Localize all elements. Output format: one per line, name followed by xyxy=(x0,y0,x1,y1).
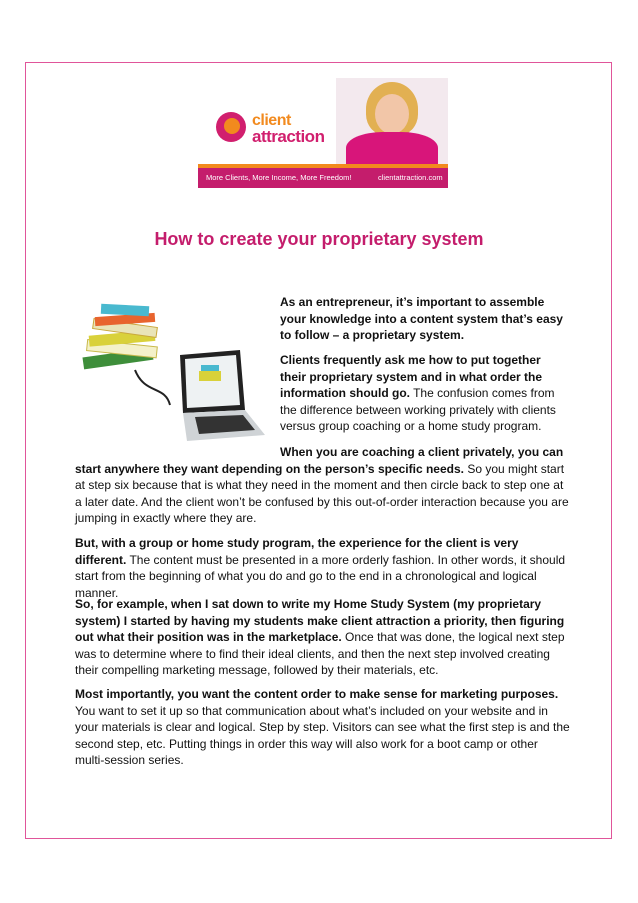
banner-tagline: More Clients, More Income, More Freedom! xyxy=(206,173,352,182)
paragraph-3-text: So you might start at step six because that is what they need in the moment and then circle back to step one at a later date. And the client won’t be confused by this out-of-order interaction because you are jumping in exactly where they are. xyxy=(75,461,569,525)
logo-text-attraction: attraction xyxy=(252,127,325,146)
paragraph-5 xyxy=(75,596,570,679)
paragraph-6-bold: Most importantly, you want the content order to make sense for marketing purposes. xyxy=(75,687,559,701)
paragraph-5-text: Once that was done, the logical next step was to determine where to find their ideal clients, and then the next step involved creating their compelling marketing message, followed by their materials, etc. xyxy=(75,630,565,677)
books-and-laptop-illustration xyxy=(75,295,270,450)
banner-top xyxy=(198,78,448,166)
paragraph-4-text: The content must be presented in a more orderly fashion. In other words, it should start from the beginning of what you do and go to the end in a chronological and logical manner. xyxy=(75,552,566,600)
photo-torso xyxy=(346,132,438,166)
paragraph-5-bold: So, for example, when I sat down to write my Home Study System (my proprietary system) I started by having my students make client attraction a priority, then figuring out what their position was in the marketplace. xyxy=(75,597,565,644)
author-photo xyxy=(336,78,448,166)
paragraph-4-bold: But, with a group or home study program, the experience for the client is very different. xyxy=(75,536,519,567)
paragraph-3-bold: When you are coaching a client privately, you can start anywhere they want depending on the person’s specific needs. xyxy=(75,445,564,476)
paragraph-1 xyxy=(280,294,570,344)
paragraph-2-text: The confusion comes from the difference between working privately with clients versus group coaching or a home study program. xyxy=(280,386,556,433)
logo-text-client: client xyxy=(252,112,291,129)
paragraph-6 xyxy=(75,686,570,769)
header-banner xyxy=(198,78,448,188)
paragraph-3 xyxy=(75,444,570,527)
paragraph-4 xyxy=(75,535,570,601)
logo-dot-icon xyxy=(224,118,240,134)
banner-website: clientattraction.com xyxy=(378,173,443,182)
page-title: How to create your proprietary system xyxy=(154,229,484,249)
photo-face xyxy=(375,94,409,134)
paragraph-2 xyxy=(280,352,570,435)
paragraph-6-text: You want to set it up so that communication about what’s included on your website and in your materials is clear and logical. Step by step. Visitors can see what the first step is and the second step, etc. Putting things in order this way will also work for a boot camp or other multi-session series. xyxy=(75,703,570,767)
paragraph-2-bold: Clients frequently ask me how to put together their proprietary system and in what order the information should go. xyxy=(280,353,543,400)
paragraph-1-bold: As an entrepreneur, it’s important to assemble your knowledge into a content system that’s easy to follow – a proprietary system. xyxy=(280,295,563,342)
